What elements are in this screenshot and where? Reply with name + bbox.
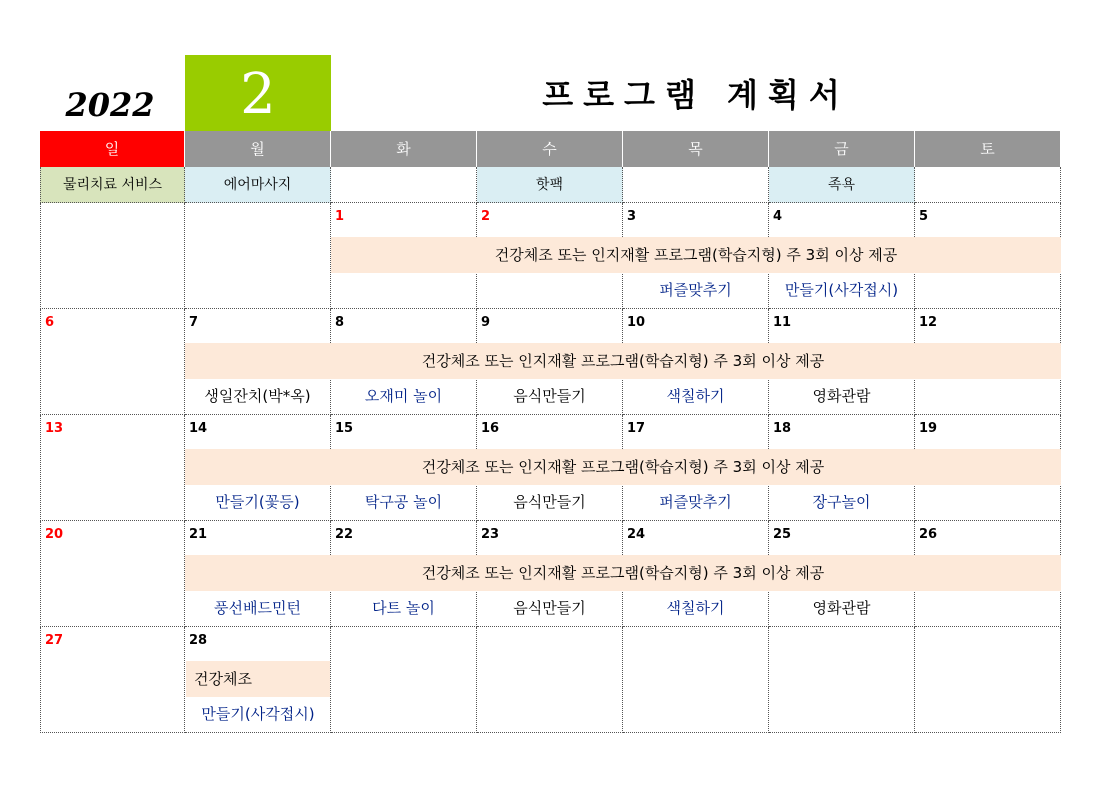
- day-number: 3: [627, 209, 637, 224]
- day-cell[interactable]: [331, 627, 477, 733]
- weekday-header: 토: [915, 131, 1061, 167]
- activity-label: 영화관람: [812, 599, 871, 617]
- day-cell[interactable]: [915, 627, 1061, 733]
- day-number: 11: [773, 315, 792, 330]
- service-cell: 족욕: [769, 167, 915, 203]
- activity-label: 다트 놀이: [372, 599, 435, 617]
- day-cell[interactable]: [40, 309, 185, 415]
- exercise-label: 건강체조: [186, 661, 330, 697]
- service-cell: [915, 167, 1061, 203]
- service-cell: 핫팩: [477, 167, 623, 203]
- day-number: 22: [335, 527, 354, 542]
- service-cell: [623, 167, 769, 203]
- calendar-grid: [40, 131, 1061, 733]
- day-number: 18: [773, 421, 792, 436]
- activity-label: 영화관람: [812, 387, 871, 405]
- service-cell: 물리치료 서비스: [40, 167, 185, 203]
- weekday-header: 일: [40, 131, 185, 167]
- day-number: 2: [481, 209, 491, 224]
- activity-label: 퍼즐맞추기: [659, 281, 732, 299]
- day-number: 7: [189, 315, 199, 330]
- day-number: 13: [45, 421, 64, 436]
- activity-label: 만들기(사각접시): [201, 705, 315, 723]
- program-band: 건강체조 또는 인지재활 프로그램(학습지형) 주 3회 이상 제공: [331, 237, 1061, 273]
- day-number: 28: [189, 633, 208, 648]
- program-band: 건강체조 또는 인지재활 프로그램(학습지형) 주 3회 이상 제공: [185, 449, 1061, 485]
- day-cell[interactable]: [477, 627, 623, 733]
- activity-label: 탁구공 놀이: [364, 493, 443, 511]
- month-number: 2: [185, 55, 331, 131]
- service-cell: [331, 167, 477, 203]
- day-number: 24: [627, 527, 646, 542]
- activity-label: 색칠하기: [666, 599, 725, 617]
- day-cell[interactable]: [40, 415, 185, 521]
- activity-label: 오재미 놀이: [364, 387, 443, 405]
- day-number: 23: [481, 527, 500, 542]
- weekday-header: 금: [769, 131, 915, 167]
- day-cell[interactable]: [40, 627, 185, 733]
- day-number: 15: [335, 421, 354, 436]
- day-number: 5: [919, 209, 929, 224]
- activity-label: 색칠하기: [666, 387, 725, 405]
- day-number: 6: [45, 315, 55, 330]
- day-number: 20: [45, 527, 64, 542]
- program-band: 건강체조 또는 인지재활 프로그램(학습지형) 주 3회 이상 제공: [185, 555, 1061, 591]
- day-number: 25: [773, 527, 792, 542]
- activity-label: 퍼즐맞추기: [659, 493, 732, 511]
- day-number: 26: [919, 527, 938, 542]
- activity-label: 만들기(꽃등): [215, 493, 300, 511]
- activity-label: 음식만들기: [513, 387, 586, 405]
- day-number: 12: [919, 315, 938, 330]
- day-number: 17: [627, 421, 646, 436]
- day-cell[interactable]: [185, 203, 331, 309]
- activity-label: 장구놀이: [812, 493, 871, 511]
- day-number: 19: [919, 421, 938, 436]
- day-number: 16: [481, 421, 500, 436]
- day-cell[interactable]: [40, 203, 185, 309]
- day-number: 4: [773, 209, 783, 224]
- day-number: 27: [45, 633, 64, 648]
- page-title: 프로그램 계획서: [542, 76, 850, 114]
- activity-label: 음식만들기: [513, 599, 586, 617]
- activity-label: 만들기(사각접시): [784, 281, 899, 299]
- weekday-header: 화: [331, 131, 477, 167]
- day-cell[interactable]: [623, 627, 769, 733]
- day-number: 8: [335, 315, 345, 330]
- activity-label: 풍선배드민턴: [214, 599, 301, 617]
- day-number: 21: [189, 527, 208, 542]
- program-band: 건강체조 또는 인지재활 프로그램(학습지형) 주 3회 이상 제공: [185, 343, 1061, 379]
- weekday-header: 목: [623, 131, 769, 167]
- day-cell[interactable]: [769, 627, 915, 733]
- activity-label: 생일잔치(박*옥): [204, 387, 311, 405]
- day-number: 9: [481, 315, 491, 330]
- weekday-header: 월: [185, 131, 331, 167]
- day-number: 14: [189, 421, 208, 436]
- day-number: 10: [627, 315, 646, 330]
- day-number: 1: [335, 209, 345, 224]
- service-cell: 에어마사지: [185, 167, 331, 203]
- activity-label: 음식만들기: [513, 493, 586, 511]
- day-cell[interactable]: [40, 521, 185, 627]
- weekday-header: 수: [477, 131, 623, 167]
- year-label: 2022: [65, 86, 155, 124]
